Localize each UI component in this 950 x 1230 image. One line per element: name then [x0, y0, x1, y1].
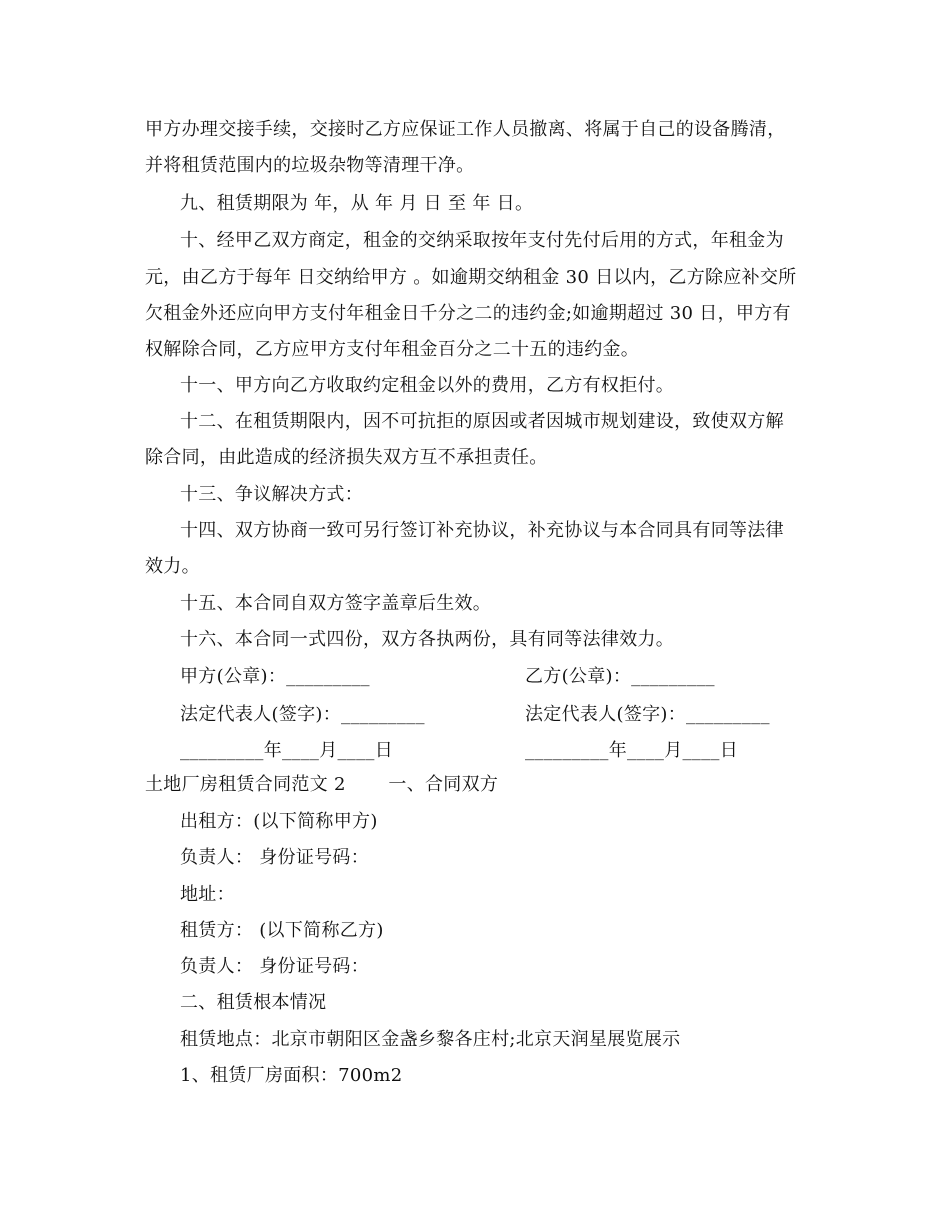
- clause-15: 十五、本合同自双方签字盖章后生效。: [180, 593, 492, 614]
- paragraph-line: 除合同，由此造成的经济损失双方互不承担责任。: [145, 447, 548, 468]
- clause-13: 十三、争议解决方式：: [180, 484, 363, 505]
- party-a-representative: 法定代表人(签字)：_________: [180, 704, 425, 725]
- rental-basics-heading: 二、租赁根本情况: [180, 992, 327, 1013]
- paragraph-line: 甲方办理交接手续，交接时乙方应保证工作人员撤离、将属于自己的设备腾清，: [145, 119, 786, 140]
- lessor-contact-line: 负责人： 身份证号码：: [180, 847, 370, 868]
- paragraph-line: 并将租赁范围内的垃圾杂物等清理干净。: [145, 155, 475, 176]
- lessee-line: 租赁方： (以下简称乙方): [180, 920, 384, 941]
- address-line: 地址：: [180, 884, 235, 905]
- paragraph-line: 欠租金外还应向甲方支付年租金日千分之二的违约金;如逾期超过 30 日，甲方有: [145, 303, 791, 324]
- clause-14: 十四、双方协商一致可另行签订补充协议，补充协议与本合同具有同等法律: [180, 520, 784, 541]
- lessee-contact-line: 负责人： 身份证号码：: [180, 956, 370, 977]
- clause-10: 十、经甲乙双方商定，租金的交纳采取按年支付先付后用的方式，年租金为: [180, 230, 784, 251]
- party-b-seal: 乙方(公章)：_________: [525, 666, 715, 687]
- rental-location-line: 租赁地点：北京市朝阳区金盏乡黎各庄村;北京天润星展览展示: [180, 1029, 681, 1050]
- paragraph-line: 效力。: [145, 556, 200, 577]
- party-a-seal: 甲方(公章)：_________: [180, 666, 370, 687]
- party-b-date: _________年____月____日: [525, 740, 738, 761]
- lessor-line: 出租方：(以下简称甲方): [180, 811, 378, 832]
- paragraph-line: 元，由乙方于每年 日交纳给甲方 。如逾期交纳租金 30 日以内，乙方除应补交所: [145, 267, 797, 288]
- clause-12: 十二、在租赁期限内，因不可抗拒的原因或者因城市规划建设，致使双方解: [180, 411, 784, 432]
- party-a-date: _________年____月____日: [180, 740, 393, 761]
- paragraph-line: 权解除合同，乙方应甲方支付年租金百分之二十五的违约金。: [145, 339, 640, 360]
- section-heading: 土地厂房租赁合同范文 2 一、合同双方: [145, 774, 499, 795]
- party-b-representative: 法定代表人(签字)：_________: [525, 704, 770, 725]
- clause-9: 九、租赁期限为 年，从 年 月 日 至 年 日。: [180, 193, 534, 214]
- clause-16: 十六、本合同一式四份，双方各执两份，具有同等法律效力。: [180, 629, 675, 650]
- rental-area-line: 1、租赁厂房面积：700m2: [180, 1065, 403, 1086]
- clause-11: 十一、甲方向乙方收取约定租金以外的费用，乙方有权拒付。: [180, 375, 675, 396]
